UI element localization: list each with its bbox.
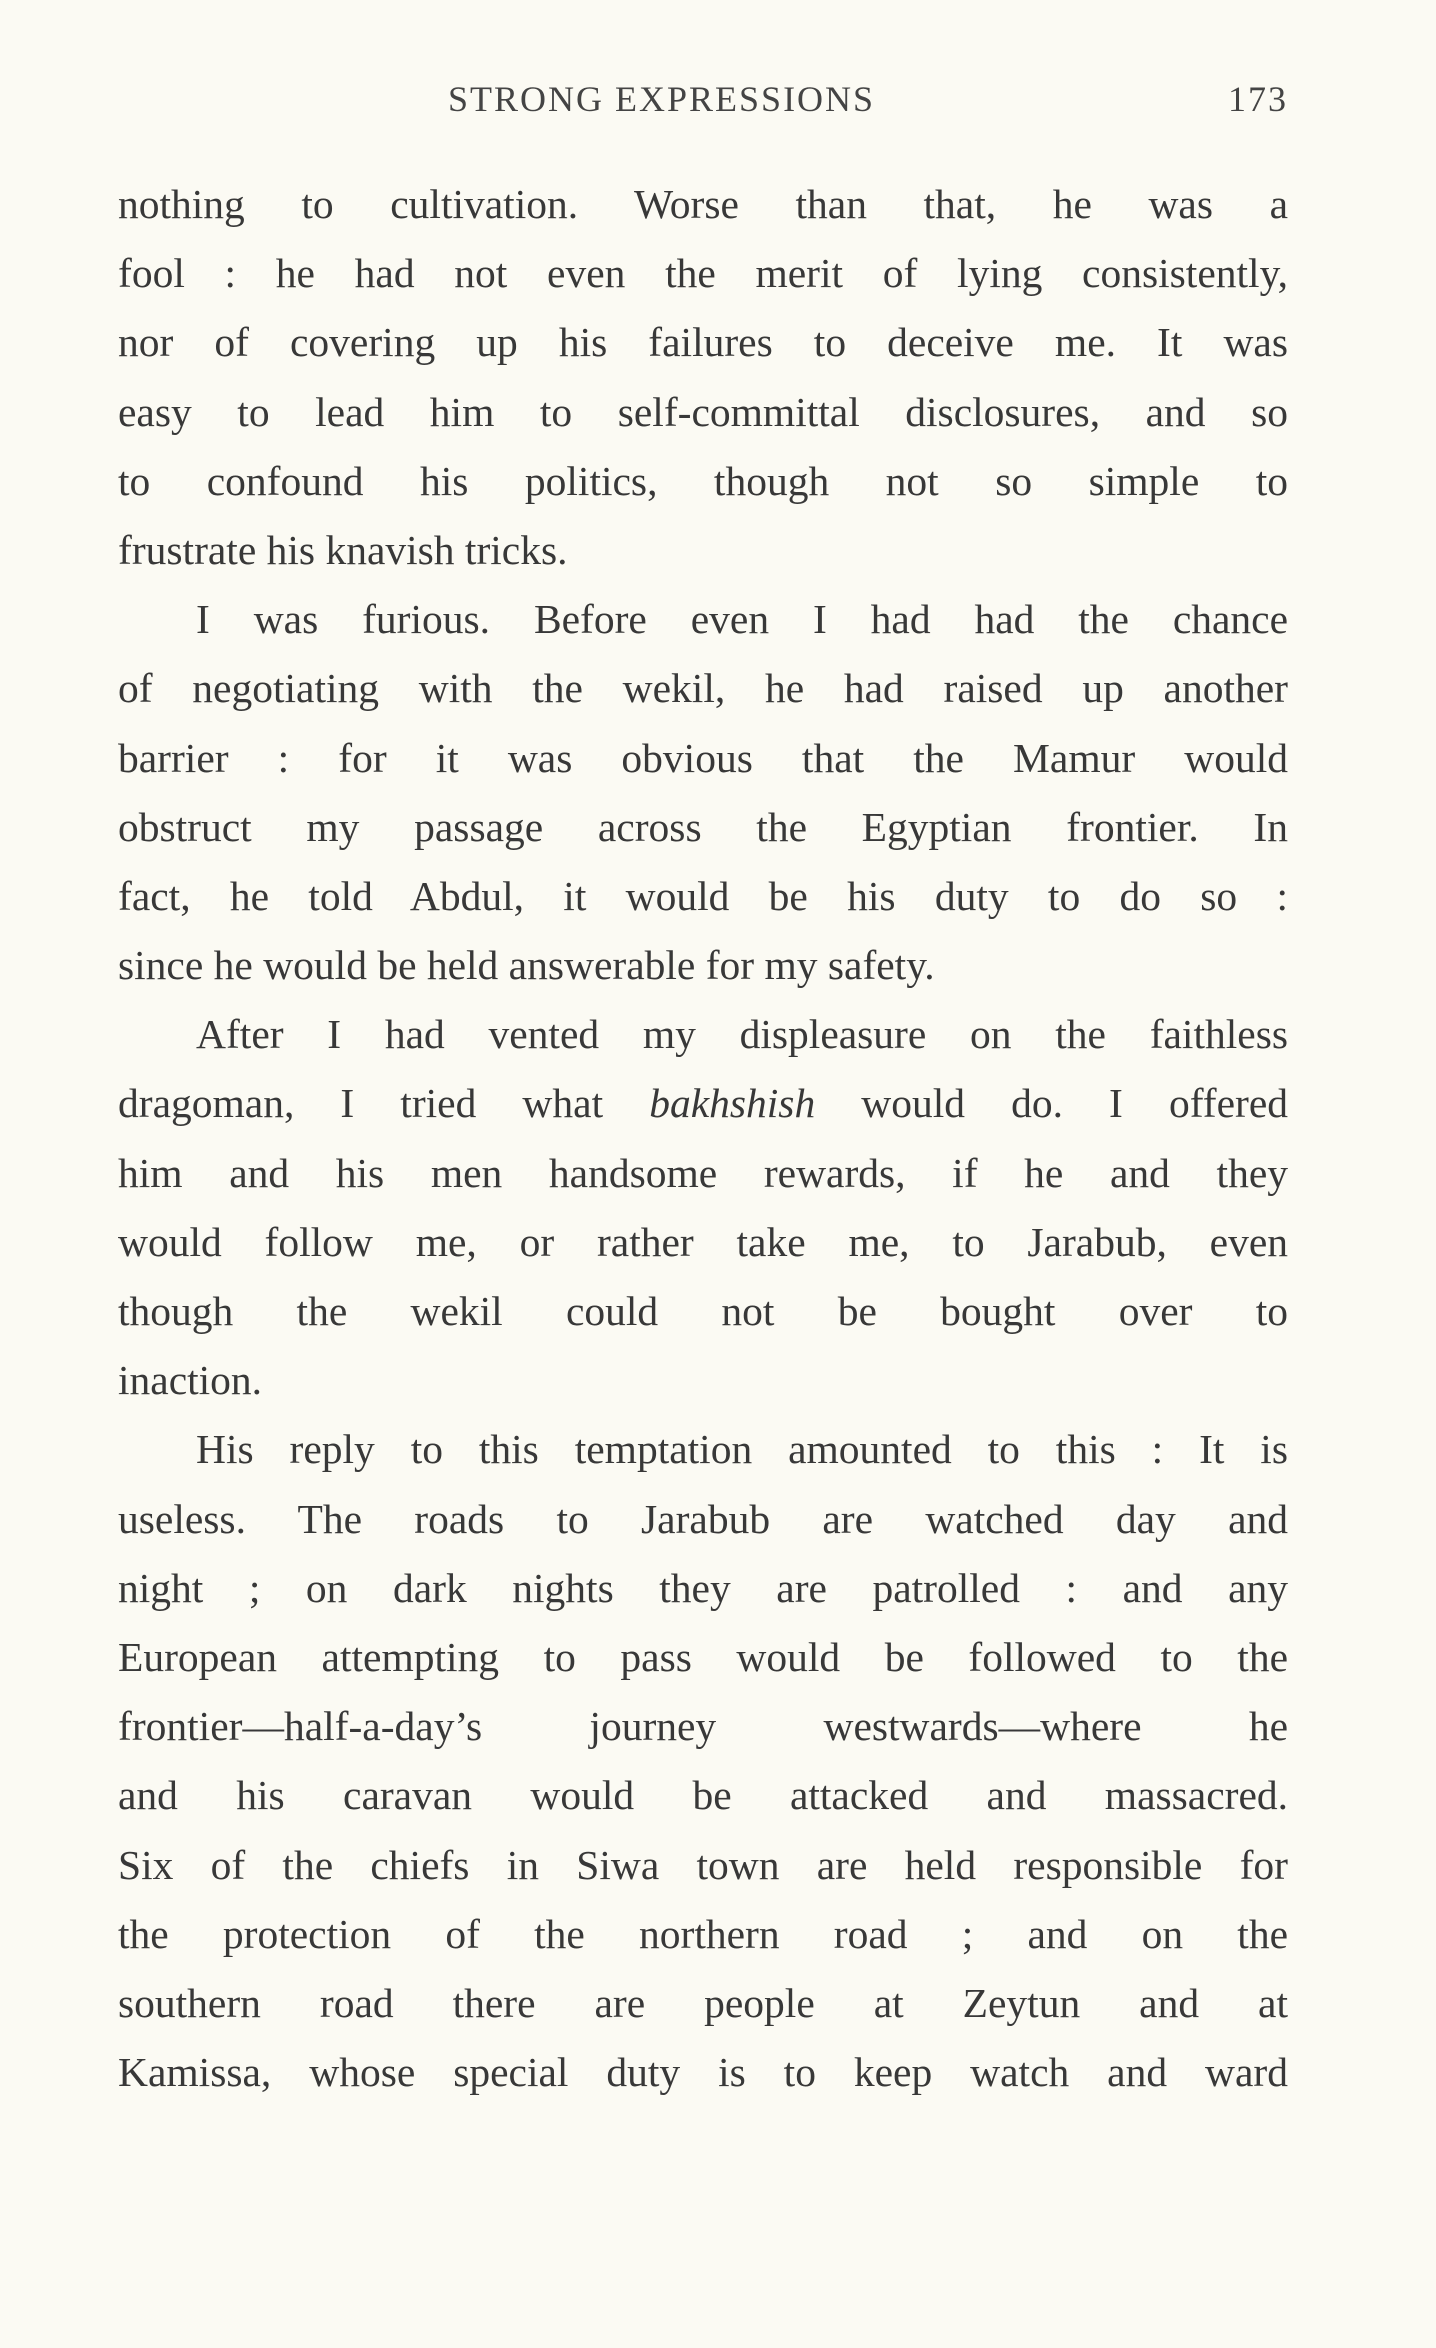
body-text <box>118 170 1288 2107</box>
text-line: to confound his politics, though not so simple to <box>118 457 1288 504</box>
text-fragment: dragoman, I tried what <box>118 1080 650 1127</box>
text-line: nor of covering up his failures to deceive me. It was <box>118 319 1288 366</box>
text-line: of negotiating with the wekil, he had raised up another <box>118 665 1288 712</box>
text-line: barrier : for it was obvious that the Mamur would <box>118 734 1288 781</box>
running-head <box>118 78 1288 128</box>
text-line: though the wekil could not be bought over to <box>118 1288 1288 1334</box>
text-line: nothing to cultivation. Worse than that, he was a <box>118 181 1288 227</box>
text-line: fact, he told Abdul, it would be his duty to do so : <box>118 872 1288 919</box>
text-line: night ; on dark nights they are patrolled : and any <box>118 1564 1288 1611</box>
text-line: frustrate his knavish tricks. <box>118 526 568 573</box>
page-number: 173 <box>1228 79 1288 119</box>
italic-word: bakhshish <box>649 1080 816 1127</box>
text-line: European attempting to pass would be followed to the <box>118 1633 1288 1680</box>
text-line: fool : he had not even the merit of lying consistently, <box>118 250 1288 297</box>
text-line: him and his men handsome rewards, if he and they <box>118 1149 1288 1196</box>
text-line: easy to lead him to self-committal disclosures, and so <box>118 388 1288 435</box>
text-line-with-italic <box>118 1069 1288 1138</box>
text-fragment: would do. I offered <box>815 1080 1289 1127</box>
text-line: southern road there are people at Zeytun and at <box>118 1979 1288 2026</box>
text-line: would follow me, or rather take me, to Jarabub, even <box>118 1218 1288 1265</box>
text-line: Kamissa, whose special duty is to keep watch and ward <box>118 2049 1288 2096</box>
text-line: After I had vented my displeasure on the faithless <box>196 1011 1288 1058</box>
text-line: I was furious. Before even I had had the chance <box>196 596 1288 643</box>
text-line: His reply to this temptation amounted to this : It is <box>196 1426 1288 1473</box>
text-line: frontier—half-a-day’s journey westwards—where he <box>118 1703 1288 1750</box>
text-line: and his caravan would be attacked and massacred. <box>118 1772 1288 1819</box>
text-line: since he would be held answerable for my safety. <box>118 942 935 989</box>
text-line: inaction. <box>118 1357 263 1404</box>
text-line: obstruct my passage across the Egyptian frontier. In <box>118 803 1288 850</box>
text-line: the protection of the northern road ; and on the <box>118 1910 1288 1957</box>
text-line: Six of the chiefs in Siwa town are held responsible for <box>118 1841 1288 1888</box>
text-line: useless. The roads to Jarabub are watched day and <box>118 1495 1288 1542</box>
running-head-title: STRONG EXPRESSIONS <box>448 79 876 119</box>
